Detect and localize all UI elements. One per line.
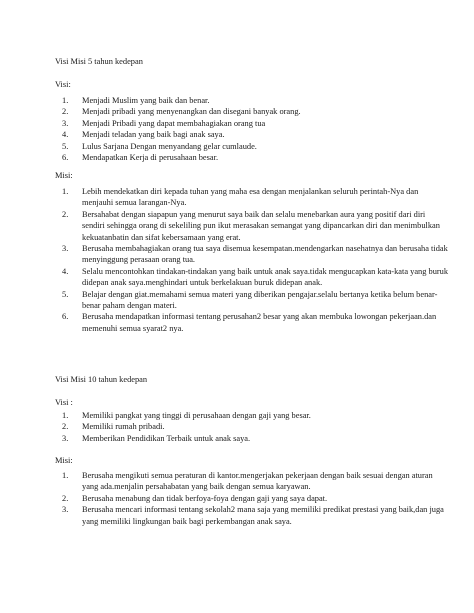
list-item-text: Lulus Sarjana Dengan menyandang gelar cumlaude. bbox=[82, 141, 257, 151]
list-item-number: 3. bbox=[62, 505, 69, 515]
list-item-number: 1. bbox=[62, 471, 69, 480]
list-item-number: 2. bbox=[62, 493, 69, 503]
list-item-text: Menjadi teladan yang baik bagi anak saya. bbox=[82, 130, 225, 140]
list-item bbox=[62, 421, 450, 432]
list-item-text: Memiliki rumah pribadi. bbox=[82, 422, 165, 432]
list-item-number: 5. bbox=[62, 289, 69, 299]
list-item bbox=[62, 311, 450, 334]
section2-visi-list bbox=[62, 410, 450, 444]
list-item bbox=[62, 106, 450, 117]
section1-misi-list bbox=[62, 186, 450, 334]
list-item bbox=[62, 186, 450, 209]
section1-misi-label: Misi: bbox=[55, 171, 73, 180]
list-item-text: Lebih mendekatkan diri kepada tuhan yang maha esa dengan menjalankan seluruh perintah-Nya dan menjauhi semua larangan-Nya. bbox=[82, 187, 419, 208]
list-item-number: 1. bbox=[62, 187, 69, 196]
list-item bbox=[62, 410, 450, 421]
list-item-number: 3. bbox=[62, 244, 69, 254]
list-item-text: Memiliki pangkat yang tinggi di perusahaan dengan gaji yang besar. bbox=[82, 411, 311, 420]
list-item-text: Berusaha mengikuti semua peraturan di kantor.mengerjakan pekerjaan dengan baik sesuai dengan aturan yang ada.menjalin persahabatan yang baik dengan semua karyawan. bbox=[82, 471, 433, 492]
list-item bbox=[62, 470, 450, 493]
list-item-text: Berusaha menabung dan tidak berfoya-foya dengan gaji yang saya dapat. bbox=[82, 493, 328, 503]
list-item bbox=[62, 95, 450, 106]
list-item bbox=[62, 504, 450, 527]
list-item-number: 6. bbox=[62, 153, 69, 163]
list-item-number: 6. bbox=[62, 312, 69, 322]
list-item-text: Belajar dengan giat.memahami semua materi yang diberikan pengajar.selalu bertanya ketika belum benar-benar paham dengan materi. bbox=[82, 289, 438, 311]
list-item-number: 2. bbox=[62, 209, 69, 219]
list-item bbox=[62, 129, 450, 140]
list-item-text: Berusaha membahagiakan orang tua saya disemua kesempatan.mendengarkan nasehatnya dan berusaha tidak menyinggung perasaan orang tua. bbox=[82, 244, 448, 265]
list-item-text: Menjadi Muslim yang baik dan benar. bbox=[82, 96, 210, 105]
list-item-text: Selalu mencontohkan tindakan-tindakan yang baik untuk anak saya.tidak mengucapkan kata-kata yang buruk didepan anak saya.menghindari untuk berkelakuan buruk didepan anak. bbox=[82, 266, 449, 288]
list-item bbox=[62, 433, 450, 444]
list-item-number: 4. bbox=[62, 130, 69, 140]
list-item-number: 4. bbox=[62, 266, 69, 276]
list-item-number: 2. bbox=[62, 107, 69, 117]
list-item bbox=[62, 493, 450, 504]
section1-visi-list bbox=[62, 95, 450, 163]
list-item-number: 1. bbox=[62, 96, 69, 105]
list-item-text: Menjadi pribadi yang menyenangkan dan disegani banyak orang. bbox=[82, 107, 301, 117]
list-item-number: 3. bbox=[62, 118, 69, 128]
list-item bbox=[62, 266, 450, 289]
section2-title: Visi Misi 10 tahun kedepan bbox=[55, 375, 148, 384]
section2-misi-label: Misi: bbox=[55, 456, 73, 465]
list-item-text: Berusaha mendapatkan informasi tentang perusahan2 besar yang akan membuka lowongan pekerjaan.dan memenuhi semua syarat2 nya. bbox=[82, 312, 437, 333]
list-item bbox=[62, 209, 450, 243]
section2-misi-list bbox=[62, 470, 450, 527]
list-item bbox=[62, 243, 450, 266]
section2-visi-label: Visi : bbox=[55, 398, 73, 407]
list-item-text: Mendapatkan Kerja di perusahaan besar. bbox=[82, 153, 219, 163]
list-item bbox=[62, 118, 450, 129]
list-item-number: 3. bbox=[62, 433, 69, 443]
list-item-number: 1. bbox=[62, 411, 69, 420]
list-item-text: Memberikan Pendidikan Terbaik untuk anak saya. bbox=[82, 433, 251, 443]
list-item bbox=[62, 152, 450, 163]
list-item-number: 5. bbox=[62, 141, 69, 151]
list-item bbox=[62, 289, 450, 312]
list-item bbox=[62, 141, 450, 152]
list-item-text: Menjadi Pribadi yang dapat membahagiakan orang tua bbox=[82, 118, 266, 128]
list-item-text: Berusaha mencari informasi tentang sekolah2 mana saja yang memiliki predikat prestasi yang baik,dan juga yang memiliki lingkungan baik bagi perkembangan anak saya. bbox=[82, 505, 444, 526]
section1-visi-label: Visi: bbox=[55, 80, 71, 89]
list-item-text: Bersahabat dengan siapapun yang menurut saya baik dan selalu menebarkan aura yang positif dari diri sendiri sehingga orang di sekeliling pun ikut merasakan semangat yang dipancarkan diri dan menimbulkan kekuatanbatin dan sifat kebersamaan yang erat. bbox=[82, 209, 440, 242]
list-item-number: 2. bbox=[62, 422, 69, 432]
section1-title: Visi Misi 5 tahun kedepan bbox=[55, 57, 143, 66]
